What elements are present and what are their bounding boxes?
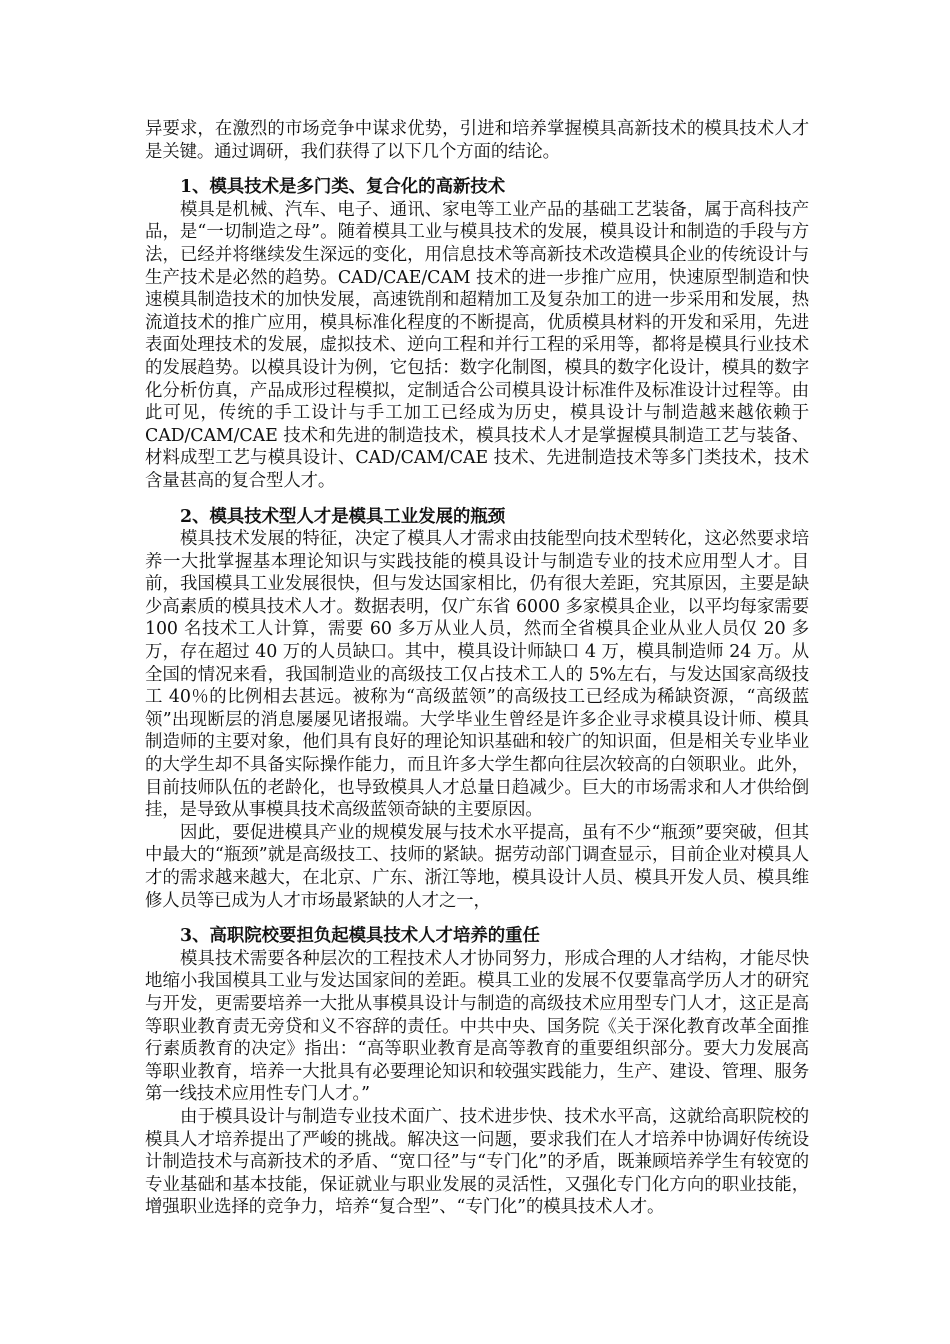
section-3-paragraph-1: 模具技术需要各种层次的工程技术人才协同努力，形成合理的人才结构，才能尽快地缩小我国模具工业与发达国家间的差距。模具工业的发展不仅要靠高学历人才的研究与开发，更需要培养一大批从事模具设计与制造的高级技术应用型专门人才，这正是高等职业教育责无旁贷和义不容辞的责任。中共中央、国务院《关于深化教育改革全面推行素质教育的决定》指出：“高等职业教育是高等教育的重要组织部分。要大力发展高等职业教育，培养一大批具有必要理论知识和较强实践能力，生产、建设、管理、服务第一线技术应用性专门人才。” xyxy=(145,948,809,1105)
spacer xyxy=(145,163,809,176)
spacer xyxy=(145,912,809,925)
section-heading-2: 2、模具技术型人才是模具工业发展的瓶颈 xyxy=(180,506,506,527)
document-page xyxy=(145,118,809,1219)
section-heading-1: 1、模具技术是多门类、复合化的高新技术 xyxy=(180,177,506,198)
spacer xyxy=(145,493,809,506)
section-3-paragraph-2: 由于模具设计与制造专业技术面广、技术进步快、技术水平高，这就给高职院校的模具人才培养提出了严峻的挑战。解决这一问题，要求我们在人才培养中协调好传统设计制造技术与高新技术的矛盾、“宽口径”与“专门化”的矛盾，既兼顾培养学生有较宽的专业基础和基本技能，保证就业与职业发展的灵活性，又强化专门化方向的职业技能，增强职业选择的竞争力，培养“复合型”、“专门化”的模具技术人才。 xyxy=(145,1106,809,1218)
section-1-paragraph-1: 模具是机械、汽车、电子、通讯、家电等工业产品的基础工艺装备，属于高科技产品，是“一切制造之母”。随着模具工业与模具技术的发展，模具设计和制造的手段与方法，已经并将继续发生深远的变化，用信息技术等高新技术改造模具企业的传统设计与生产技术是必然的趋势。CAD/CAE/CAM 技术的进一步推广应用，快速原型制造和快速模具制造技术的加快发展，高速铣削和超精加工及复杂加工的进一步采用和发展，热流道技术的推广应用，模具标准化程度的不断提高，优质模具材料的开发和采用，先进表面处理技术的发展，虚拟技术、逆向工程和并行工程的采用等，都将是模具行业技术的发展趋势。以模具设计为例，它包括：数字化制图，模具的数字化设计，模具的数字化分析仿真，产品成形过程模拟，定制适合公司模具设计标准件及标准设计过程等。由此可见，传统的手工设计与手工加工已经成为历史，模具设计与制造越来越依赖于 CAD/CAM/CAE 技术和先进的制造技术，模具技术人才是掌握模具制造工艺与装备、材料成型工艺与模具设计、CAD/CAM/CAE 技术、先进制造技术等多门类技术，技术含量甚高的复合型人才。 xyxy=(145,199,809,491)
section-heading-3: 3、高职院校要担负起模具技术人才培养的重任 xyxy=(180,926,540,947)
intro-paragraph: 异要求，在激烈的市场竞争中谋求优势，引进和培养掌握模具高新技术的模具技术人才是关键。通过调研，我们获得了以下几个方面的结论。 xyxy=(145,119,809,162)
section-2-paragraph-1: 模具技术发展的特征，决定了模具人才需求由技能型向技术型转化，这必然要求培养一大批掌握基本理论知识与实践技能的模具设计与制造专业的技术应用型人才。目前，我国模具工业发展很快，但与发达国家相比，仍有很大差距，究其原因，主要是缺少高素质的模具技术人才。数据表明，仅广东省 6000 多家模具企业，以平均每家需要 100 名技术工人计算，需要 60 多万从业人员，然而全省模具企业从业人员仅 20 多万，存在超过 40 万的人员缺口。其中，模具设计师缺口 4 万，模具制造师 24 万。从全国的情况来看，我国制造业的高级技工仅占技术工人的 5%左右，与发达国家高级技工 40％的比例相去甚远。被称为“高级蓝领”的高级技工已经成为稀缺资源，“高级蓝领”出现断层的消息屡屡见诸报端。大学毕业生曾经是许多企业寻求模具设计师、模具制造师的主要对象，他们具有良好的理论知识基础和较广的知识面，但是相关专业毕业的大学生却不具备实际操作能力，而且许多大学生都向往层次较高的白领职业。此外，目前技师队伍的老龄化，也导致模具人才总量日趋减少。巨大的市场需求和人才供给倒挂，是导致从事模具技术高级蓝领奇缺的主要原因。 xyxy=(145,529,809,821)
section-2-paragraph-2: 因此，要促进模具产业的规模发展与技术水平提高，虽有不少“瓶颈”要突破，但其中最大的“瓶颈”就是高级技工、技师的紧缺。据劳动部门调查显示，目前企业对模具人才的需求越来越大，在北京、广东、浙江等地，模具设计人员、模具开发人员、模具维修人员等已成为人才市场最紧缺的人才之一， xyxy=(145,822,809,911)
